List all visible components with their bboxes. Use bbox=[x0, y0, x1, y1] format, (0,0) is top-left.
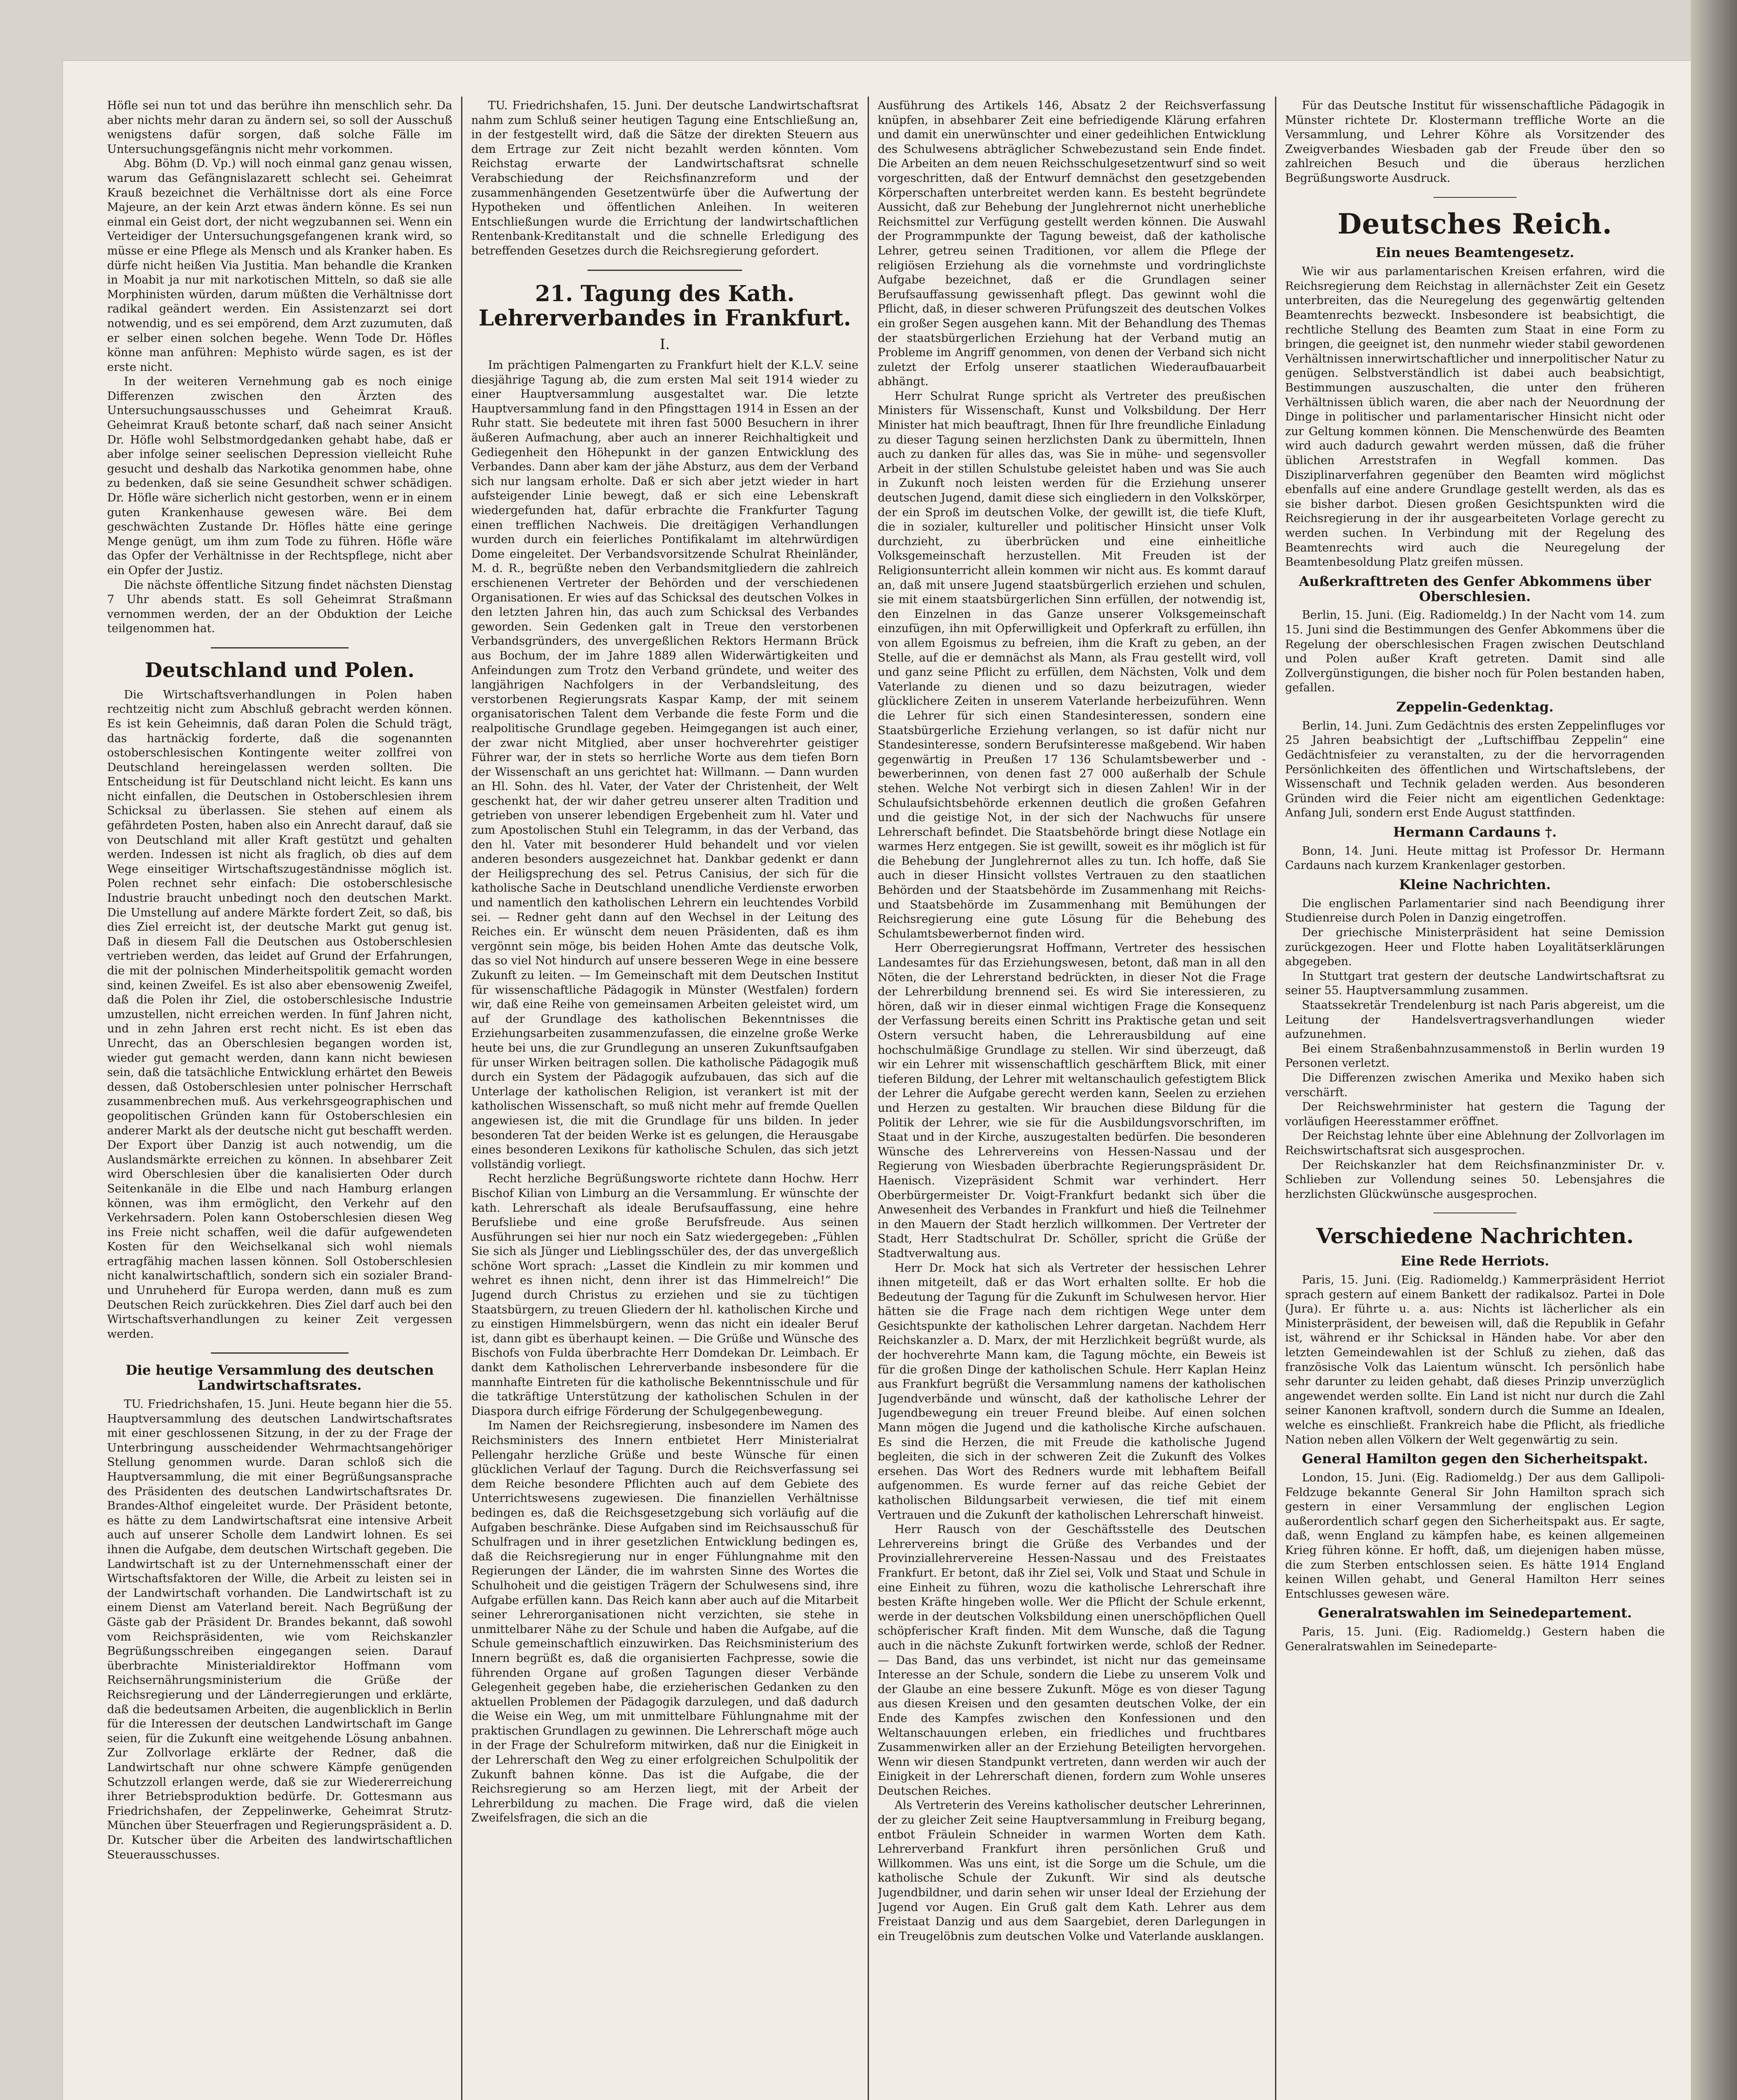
article-text: Paris, 15. Juni. (Eig. Radiomeldg.) Kammerpräsident Herriot sprach gestern auf einem Bankett der radikalsoz. Partei in Dole (Jura). Er führte u. a. aus: Nichts ist lächerlicher als ein Ministerpräsident, der beweisen will, daß die Republik in Gefahr ist, während er ihr Schicksal in Händen habe. Vor aber den letzten Gemeindewahlen ist der Schluß zu ziehen, daß das französische Volk das Laientum wünscht. Ich persönlich habe sehr darunter zu leiden gehabt, daß dieses Prinzip unverzüglich angewendet werden sollte. Ein Land ist nicht nur durch die Zahl seiner Kanonen kraftvoll, sondern durch die Summe an Idealen, welche es einschließt. Frankreich habe die Pflicht, als friedliche Nation neben allen Völkern der Welt gegenwärtig zu sein. bbox=[1285, 1273, 1665, 1446]
article-text: Berlin, 15. Juni. (Eig. Radiomeldg.) In der Nacht vom 14. zum 15. Juni sind die Bestimmungen des Genfer Abkommens über die Regelung der oberschlesischen Fragen zwischen Deutschland und Polen außer Kraft getreten. Damit sind alle Zollvergünstigungen, die bisher noch für Polen bestanden haben, gefallen. bbox=[1285, 609, 1665, 695]
article-text: Herr Dr. Mock hat sich als Vertreter der hessischen Lehrer ihnen mitgeteilt, daß er das Wort erhalten sollte. Er hob die Bedeutung der Tagung für die Zukunft im Schulwesen hervor. Hier hätten sie die Frage nach dem richtigen Wege unter dem Gesichtspunkte der katholischen Lehrer dargetan. Nachdem Herr Reichskanzler a. D. Marx, der mit Herzlichkeit begrüßt wurde, als der hochverehrte Mann kam, die Tagung möchte, ein Beweis ist für die großen Dinge der katholischen Schule. Herr Kaplan Heinz aus Frankfurt begrüßt die Versammlung namens der katholischen Jugendverbände und wünscht, daß der katholische Lehrer der Jugendbewegung ein treuer Freund bleibe. Auf einen solchen Mann mögen die Jugend und die katholische Kirche aufschauen. Es sind die Herzen, die mit Freude die katholische Jugend begleiten, die sich in der schweren Zeit die Zukunft des Volkes ersehen. Das Wort des Redners wurde mit lebhaftem Beifall aufgenommen. Es wurde ferner auf das reiche Gebiet der katholischen Bildungsarbeit verwiesen, die tief mit einem Vertrauen und die Zukunft der katholischen Lehrerschaft hinweist. bbox=[878, 1261, 1266, 1522]
article-text: London, 15. Juni. (Eig. Radiomeldg.) Der aus dem Gallipoli-Feldzuge bekannte General Sir John Hamilton sprach sich gestern in einer Versammlung der englischen Legion außerordentlich scharf gegen den Sicherheitspakt aus. Er sagte, daß, wenn England zu kämpfen habe, es keinen allgemeinen Krieg führen könne. Er hofft, daß, um diejenigen haben müsse, die zum Sterben entschlossen seien. Es hätte 1914 England keinen Willen gehabt, und General Hamilton Herr seines Entschlusses gewesen wäre. bbox=[1285, 1471, 1665, 1601]
column-4 bbox=[1285, 99, 1665, 2100]
column-rule bbox=[868, 97, 869, 2100]
headline-deutschland-polen: Deutschland und Polen. bbox=[144, 658, 415, 682]
article-text: Als Vertreterin des Vereins katholischer deutscher Lehrerinnen, der zu gleicher Zeit seine Hauptversammlung in Freiburg begang, entbot Fräulein Schneider in warmen Worten dem Kath. Lehrerverband Frankfurt ihren persönlichen Gruß und Willkommen. Was uns eint, ist die Sorge um die Schule, um die katholische Schule der Zukunft. Wir sind als deutsche Jugendbildner, und darin sehen wir unser Ideal der Erziehung der Jugend vor Augen. Ein Gruß galt dem Kath. Lehrer aus dem Freistaat Danzig und aus dem Saargebiet, deren Darlegungen in ein Treugelöbnis zum deutschen Volke und Vaterlande ausklangen. bbox=[878, 1799, 1266, 1943]
subheadline-zeppelin: Zeppelin-Gedenktag. bbox=[1396, 698, 1554, 715]
column-1 bbox=[107, 99, 452, 2100]
section-number: I. bbox=[659, 336, 670, 353]
news-item: In Stuttgart trat gestern der deutsche Landwirtschaftsrat zu seiner 55. Hauptversammlung zusammen. bbox=[1285, 969, 1665, 998]
headline-lehrertagung: 21. Tagung des Kath. Lehrerverbandes in Frankfurt. bbox=[478, 281, 851, 331]
article-text: Berlin, 14. Juni. Zum Gedächtnis des ersten Zeppelinfluges vor 25 Jahren beabsichtigt der „Luftschiffbau Zeppelin“ eine Gedächtnisfeier zu veranstalten, zu der die hervorragenden Persönlichkeiten des öffentlichen und Wirtschaftslebens, der Wissenschaft und Technik geladen werden. Aus besonderen Gründen wird die Feier nicht am eigentlichen Gedenktage: Anfang Juli, sondern erst Ende August stattfinden. bbox=[1285, 719, 1665, 820]
headline-landwirtschaftsrat: Die heutige Versammlung des deutschen Landwirtschaftsrates. bbox=[126, 1362, 434, 1394]
article-text: Herr Rausch von der Geschäftsstelle des Deutschen Lehrervereins bringt die Grüße des Verbandes und der Provinziallehrervereine Hessen-Nassau und des Freistaates Frankfurt. Er betont, daß ihr Ziel sei, Volk und Staat und Schule in eine Einheit zu führen, wozu die katholische Lehrerschaft ihre besten Kräfte hingeben wolle. Wer die Pflicht der Schule erkennt, werde in der deutschen Volksbildung einen unerschöpflichen Quell schöpferischer Kraft finden. Mit dem Wunsche, daß die Tagung auch in die nächste Zukunft fortwirken werde, schloß der Redner. — Das Band, das uns verbindet, ist nicht nur das gemeinsame Interesse an der Schule, sondern die Liebe zu unserem Volk und der Glaube an eine bessere Zukunft. Möge es von dieser Tagung aus diesen Kreisen und den gesamten deutschen Volke, der ein Ende des Kampfes zwischen den Konfessionen und den Weltanschauungen erleben, ein friedliches und fruchtbares Zusammenwirken aller an der Erziehung Beteiligten hervorgehen. Wenn wir diesen Standpunkt vertreten, dann werden wir auch der Einigkeit in der Lehrerschaft dienen, fordern zum Wohle unseres Deutschen Reiches. bbox=[878, 1523, 1266, 1798]
section-divider bbox=[1433, 197, 1517, 198]
article-text: Im prächtigen Palmengarten zu Frankfurt hielt der K.L.V. seine diesjährige Tagung ab, die zum ersten Mal seit 1914 wieder zu einer Hauptversammlung ausgestaltet war. Die letzte Hauptversammlung fand in den Pfingsttagen 1914 in Essen an der Ruhr statt. Sie bedeutete mit ihren fast 5000 Besuchern in ihrer äußeren Aufmachung, aber auch an innerer Reichhaltigkeit und Gediegenheit den Höhepunkt in der ganzen Entwicklung des Verbandes. Dann aber kam der jähe Absturz, aus dem der Verband sich nur langsam erholte. Daß er sich aber jetzt wieder in hart aufsteigender Linie bewegt, daß er sich eine Lebenskraft wiedergefunden hat, dafür erbrachte die Frankfurter Tagung einen trefflichen Nachweis. Die dreitägigen Verhandlungen wurden durch ein feierliches Pontifikalamt im altehrwürdigen Dome eingeleitet. Der Verbandsvorsitzende Schulrat Rheinländer, M. d. R., begrüßte neben den Verbandsmitgliedern die zahlreich erschienenen Vertreter der Behörden und der verschiedenen Organisationen. Er wies auf das Schicksal des deutschen Volkes in den letzten Jahren hin, das auch zum Schicksal des Verbandes geworden. Sein Gedenken galt in Treue den verstorbenen Verbandsgründers, des unvergeßlichen Rektors Hermann Brück aus Bochum, der im Jahre 1889 allen Widerwärtigkeiten und Anfeindungen zum Trotz den Verband gründete, und weiter des langjährigen Nachfolgers in der Verbandsleitung, des verstorbenen Regierungsrats Kaspar Kamp, der mit seinem organisatorischen Talent dem Verbande die feste Form und die realpolitische Grundlage gegeben. Heimgegangen ist auch einer, der zwar nicht Mitglied, aber unser hochverehrter geistiger Führer war, der in stets so herrliche Worte aus dem tiefen Born der Wissenschaft an uns gerichtet hat: Willmann. — Dann wurden an Hl. Sohn. des hl. Vater, der Vater der Christenheit, der Welt geschenkt hat, der wir daher getreu unserer alten Tradition und getrieben von unserer lebendigen Ergebenheit zum hl. Vater und zum Apostolischen Stuhl ein Telegramm, in das der Verband, das den hl. Vater mit besonderer Huld behandelt und vor vielen anderen besonders ausgezeichnet hat. Dankbar gedenkt er dann der Heiligsprechung des sel. Petrus Canisius, der sich für die katholische Sache in Deutschland unendliche Verdienste erworben und namentlich den katholischen Lehrern ein leuchtendes Vorbild sei. — Redner geht dann auf den Wechsel in der Leitung des Reiches ein. Er wünscht dem neuen Präsidenten, daß es ihm vergönnt sein möge, bis beiden Hohen Amte das deutsche Volk, das so viel Not hindurch auf unsere besseren Wege in eine bessere Zukunft zu leiten. — Im Gemeinschaft mit dem Deutschen Institut für wissenschaftliche Pädagogik in Münster (Westfalen) fordern wir, daß eine Reihe von gemeinsamen Arbeiten geleistet wird, um auf der Grundlage des katholischen Bekenntnisses die Erziehungsarbeiten zusammenzufassen, die einzelne große Werke heute bei uns, die zur Grundlegung an unseren Zukunftsaufgaben für unser Wirken beitragen sollen. Die katholische Pädagogik muß durch ein System der Pädagogik aufzubauen, das sich auf die Unterlage der katholischen Religion, ist verankert ist mit der katholischen Wissenschaft, so muß nicht mehr auf fremde Quellen angewiesen ist, die mit die Grundlage für uns bilden. In jeder besonderen Tat der beiden Werke ist es gelungen, die Herausgabe eines besonderen Lexikons für katholische Schulen, das sich jetzt vollständig vorliegt. bbox=[471, 359, 858, 1171]
headline-verschiedene-nachrichten: Verschiedene Nachrichten. bbox=[1316, 1223, 1634, 1249]
article-text: In der weiteren Vernehmung gab es noch einige Differenzen zwischen den Ärzten des Untersuchungsausschusses und Geheimrat Krauß. Geheimrat Krauß betonte scharf, daß nach seiner Ansicht Dr. Höfle wohl Selbstmordgedanken gehabt habe, daß er aber infolge seiner seelischen Depression vielleicht Ruhe gesucht und deshalb das Narkotika genommen habe, ohne zu bedenken, daß sie seine Gesundheit schwer schädigen. Dr. Höfle wäre sicherlich nicht gestorben, wenn er in einem guten Krankenhause gewesen wäre. Bei dem geschwächten Zustande Dr. Höfles hätte eine geringe Menge genügt, um ihm zum Tode zu führen. Höfle wäre das Opfer der Verhältnisse in der Rechtspflege, nicht aber ein Opfer der Justiz. bbox=[107, 375, 452, 577]
article-text: Die nächste öffentliche Sitzung findet nächsten Dienstag 7 Uhr abends statt. Es soll Geheimrat Straßmann vernommen werden, der an der Obduktion der Leiche teilgenommen hat. bbox=[107, 578, 452, 635]
section-divider bbox=[588, 270, 743, 271]
article-text: Wie wir aus parlamentarischen Kreisen erfahren, wird die Reichsregierung dem Reichstag in allernächster Zeit ein Gesetz unterbreiten, das die Neuregelung des gegenwärtig geltenden Beamtenrechts bezweckt. Insbesondere ist beabsichtigt, die rechtliche Stellung des Beamten zum Staat in eine Form zu bringen, die geeignet ist, den nunmehr wieder stabil gewordenen Verhältnissen innerwirtschaftlicher und innerpolitischer Natur zu genügen. Selbstverständlich ist dabei auch beabsichtigt, Bestimmungen auszuschalten, die unter den früheren Verhältnissen üblich waren, die aber nach der Neuordnung der Dinge in politischer und parlamentarischer Hinsicht nicht oder zur Geltung kommen können. Die Menschenwürde des Beamten wird auch dadurch gewahrt werden müssen, daß die früher üblichen Arreststrafen in Wegfall kommen. Das Disziplinarverfahren gegenüber den Beamten wird möglichst ebenfalls auf eine andere Grundlage gestellt werden, als das es sie bisher darbot. Diesen großen Gesichtspunkten wird die Reichsregierung in der ihr ausgearbeiteten Vorlage gerecht zu werden suchen. In Verbindung mit der Regelung des Beamtenrechts wird auch die Neuregelung der Beamtenbesoldung Platz greifen müssen. bbox=[1285, 265, 1665, 569]
article-text: TU. Friedrichshafen, 15. Juni. Der deutsche Landwirtschaftsrat nahm zum Schluß seiner heutigen Tagung eine Entschließung an, in der festgestellt wird, daß die Sätze der direkten Steuern aus dem Ertrage zur Zeit nicht bezahlt werden könnten. Vom Reichstag erwarte der Landwirtschaftsrat schnelle Verabschiedung der Reichsfinanzreform und der zusammenhängenden Gesetzentwürfe über die Aufwertung der Hypotheken und öffentlichen Anleihen. In weiteren Entschließungen wurde die Errichtung der landwirtschaftlichen Rentenbank-Kreditanstalt und die schnelle Erledigung des betreffenden Gesetzes durch die Reichsregierung gefordert. bbox=[471, 99, 858, 257]
article-text: Ausführung des Artikels 146, Absatz 2 der Reichsverfassung knüpfen, in absehbarer Zeit eine befriedigende Klärung erfahren und damit ein unerwünschter und einer gedeihlichen Entwicklung des Schulwesens abträglicher Schwebezustand sein Ende findet. Die Arbeiten an dem neuen Reichsschulgesetzentwurf sind so weit vorgeschritten, daß der Entwurf demnächst den gesetzgebenden Körperschaften unterbreitet werden kann. Es besteht begründete Aussicht, daß zur Behebung der Junglehrernot nicht unerhebliche Reichsmittel zur Verfügung gestellt werden können. Die Auswahl der Programmpunkte der Tagung beweist, daß der katholische Lehrer, getreu seinen Traditionen, vor allem die Pflege der religiösen Erziehung als die vornehmste und vordringlichste Aufgabe bezeichnet, daß er die Grundlagen seiner Berufsauffassung gewissenhaft pflegt. Das gewinnt wohl die Pflicht, daß, in dieser schweren Prüfungszeit des deutschen Volkes ein großer Segen ausgehen kann. Mit der Behandlung des Themas der staatsbürgerlichen Erziehung hat der Verband mutig an Probleme im Angriff genommen, von denen der Verband sich nicht zuletzt der Erfolg unserer staatlichen Wiederaufbauarbeit abhängt. bbox=[878, 99, 1266, 388]
column-rule bbox=[1275, 97, 1276, 2100]
headline-deutsches-reich: Deutsches Reich. bbox=[1337, 207, 1613, 240]
article-text: Paris, 15. Juni. (Eig. Radiomeldg.) Gestern haben die Generalratswahlen im Seinedeparte- bbox=[1285, 1625, 1665, 1653]
subheadline-cardauns: Hermann Cardauns †. bbox=[1393, 824, 1557, 840]
subheadline-genfer-abkommen: Außerkrafttreten des Genfer Abkommens über Oberschlesien. bbox=[1299, 573, 1651, 604]
article-text: Abg. Böhm (D. Vp.) will noch einmal ganz genau wissen, warum das Gefängnislazarett schlecht sei. Geheimrat Krauß bezeichnet die Verhältnisse dort als eine Force Majeure, an der kein Arzt etwas ändern könne. Es sei nun einmal ein Geist dort, der nicht wegzubannen sei. Wenn ein Verteidiger der Untersuchungsgefangenen krank wird, so müsse er eine Pflege als Mensch und als Kranker haben. Es dürfe nicht heißen Via Justitia. Man behandle die Kranken in Moabit ja nur mit narkotischen Mitteln, so daß sie alle Morphinisten würden, darum müßten die Verhältnisse dort radikal geändert werden. Ein Assistenzarzt sei dort notwendig, und es sei empörend, dem Arzt zuzumuten, daß er selber einen solchen begehe. Wenn Tode Dr. Höfles könne man anführen: Mephisto würde sagen, es ist der erste nicht. bbox=[107, 157, 452, 374]
news-item: Die Differenzen zwischen Amerika und Mexiko haben sich verschärft. bbox=[1285, 1071, 1665, 1099]
section-divider bbox=[211, 647, 349, 648]
news-item: Bei einem Straßenbahnzusammenstoß in Berlin wurden 19 Personen verletzt. bbox=[1285, 1042, 1665, 1070]
article-text: Im Namen der Reichsregierung, insbesondere im Namen des Reichsministers des Innern entbietet Herr Ministerialrat Pellengahr herzliche Grüße und beste Wünsche für einen glücklichen Verlauf der Tagung. Durch die Reichsverfassung sei dem Reiche besondere Pflichten auch auf dem Gebiete des Unterrichtswesens zugewiesen. Die finanziellen Verhältnisse bedingen es, daß die Reichsgesetzgebung sich vorläufig auf die Aufgaben beschränke. Diese Aufgaben sind im Reichsausschuß für Schulfragen und in ihrer gesetzlichen Entwicklung bedingen es, daß die Reichsregierung nur in enger Fühlungnahme mit den Regierungen der Länder, die im wahrsten Sinne des Wortes die Schulhoheit und die geistigen Trägern der Schulwesens sind, ihre Aufgabe erfüllen kann. Das Reich kann aber auch auf die Mitarbeit seiner Lehrerorganisationen nicht verzichten, sie stehe in unmittelbarer Nähe zu der Schule und haben die Aufgabe, auf die Schule gemeinschaftlich einzuwirken. Das Reichsministerium des Innern begrüßt es, daß die organisierten Fachpresse, sowie die führenden Organe auf großen Tagungen dieser Verbände Gelegenheit gegeben habe, die erzieherischen Gedanken zu den aktuellen Problemen der Pädagogik darzulegen, und daß dadurch die Weise ein Weg, um mit unmittelbare Fühlungnahme mit der praktischen Grundlagen zu gewinnen. Die Lehrerschaft möge auch in der Frage der Schulreform mitwirken, daß nur die Einigkeit in der Lehrerschaft den Weg zu einer erfolgreichen Schulpolitik der Zukunft bahnen könne. Das ist die Aufgabe, die der Reichsregierung so am Herzen liegt, mit der Arbeit der Lehrerbildung zu machen. Die Frage wird, daß die vielen Zweifelsfragen, die sich an die bbox=[471, 1419, 858, 1825]
subheadline-herriot: Eine Rede Herriots. bbox=[1401, 1253, 1549, 1269]
news-item: Der Reichstag lehnte über eine Ablehnung der Zollvorlagen im Reichswirtschaftsrat sich ausgesprochen. bbox=[1285, 1129, 1665, 1157]
column-rule bbox=[461, 97, 462, 2100]
news-item: Die englischen Parlamentarier sind nach Beendigung ihrer Studienreise durch Polen in Danzig eingetroffen. bbox=[1285, 897, 1665, 925]
article-text: TU. Friedrichshafen, 15. Juni. Heute begann hier die 55. Hauptversammlung des deutschen Landwirtschaftsrates mit einer geschlossenen Sitzung, in der zu der Frage der Unterbringung ausscheidender Wehrmachtsangehöriger Stellung genommen wurde. Daran schloß sich die Hauptversammlung, die mit einer Begrüßungsansprache des Präsidenten des deutschen Landwirtschaftsrates Dr. Brandes-Althof eingeleitet wurde. Der Präsident betonte, es hätte zu dem Landwirtschaftsrat eine intensive Arbeit auch auf unserer Scholle dem Landwirt lohnen. Es sei ihnen die Aufgabe, dem deutschen Wirtschaft gegeben. Die Landwirtschaft ist zu der Unternehmensschaft einer der Wirtschaftsfaktoren der Wille, die Arbeit zu leisten sei in der Landwirtschaft vorhanden. Die Landwirtschaft ist zu einem Dienst am Vaterland bereit. Nach Begrüßung der Gäste gab der Präsident Dr. Brandes bekannt, daß sowohl vom Reichspräsidenten, wie vom Reichskanzler Begrüßungsschreiben eingegangen seien. Darauf überbrachte Ministerialdirektor Hoffmann vom Reichsernährungsministerium die Grüße der Reichsregierung und der Länderregierungen und erklärte, daß die bedeutsamen Arbeiten, die augenblicklich in Berlin für die Interessen der deutschen Landwirtschaft im Gange seien, für die Zukunft eine weitgehende Lösung anbahnen. Zur Zollvorlage erklärte der Redner, daß die Landwirtschaft nur ohne schwere Kämpfe genügenden Schutzzoll erlangen werde, daß sie zur Wiedererreichung ihrer Betriebsproduktion bedürfe. Dr. Gottesmann aus Friedrichshafen, der Zeppelinwerke, Geheimrat Strutz-München über Steuerfragen und Regierungspräsident a. D. Dr. Kutscher über die Arbeiten des landwirtschaftlichen Steuerausschusses. bbox=[107, 1398, 452, 1861]
subheadline-generalratswahlen: Generalratswahlen im Seinedepartement. bbox=[1318, 1605, 1632, 1621]
article-text: Herr Schulrat Runge spricht als Vertreter des preußischen Ministers für Wissenschaft, Kunst und Volksbildung. Der Herr Minister hat mich beauftragt, Ihnen für Ihre freundliche Einladung zu dieser Tagung seinen herzlichsten Dank zu übermitteln, Ihnen auch zu danken für alles das, was Sie in mühe- und segensvoller Arbeit in der stillen Schulstube geleistet haben und was Sie auch in Zukunft noch leisten werden für die Erziehung unserer deutschen Jugend, damit diese sich eingliedern in den Volkskörper, der ein Sproß im deutschen Volke, der gewillt ist, die tiefe Kluft, die in sozialer, kultureller und politischer Hinsicht unser Volk durchzieht, zu überbrücken und eine einheitliche Volksgemeinschaft herzustellen. Mit Freuden ist der Religionsunterricht allein kommen wir nicht aus. Es kommt darauf an, daß mit unsere Jugend staatsbürgerlich erziehen und schulen, sie mit einem staatsbürgerlichen Sinn erfüllen, der notwendig ist, den Einzelnen in das Ganze unserer Volksgemeinschaft einzufügen, ihn mit Opferwilligkeit und Opferkraft zu erfüllen, ihn von allem Egoismus zu befreien, ihm die Kraft zu geben, an der Stelle, auf die er demnächst als Mann, als Frau gestellt wird, voll und ganz seine Pflicht zu erfüllen, dem Nächsten, Volk und dem Vaterlande zu dienen und so dazu beizutragen, wieder glücklichere Zeiten in unserem Vaterlande herbeizuführen. Wenn die Lehrer für sich einen Standesinteressen, sondern eine Staatsbürgerliche Erziehung verlangen, so ist dafür nicht nur Standesinteresse, sondern Berufsinteresse maßgebend. Wir haben gegenwärtig in Preußen 17 136 Schulamtsbewerber und -bewerberinnen, von denen fast 27 000 außerhalb der Schule stehen. Welche Not verbirgt sich in diesen Zahlen! Wir in der Schulaufsichtsbehörde erkennen deutlich die großen Gefahren und die geistige Not, in der sich der Nachwuchs für unsere Lehrerschaft befindet. Die Staatsbehörde bringt diese Notlage ein warmes Herz entgegen. Sie ist gewillt, soweit es ihr möglich ist für die Behebung der Junglehrernot alles zu tun. Ich hoffe, daß Sie auch in dieser Hinsicht vollstes Vertrauen zu den staatlichen Behörden und der Staatsbehörde im Zusammenhang mit Reichs- und Staatsbehörde im Zusammenhang mit Bemühungen der Reichsregierung eine gute Lösung für die Behebung des Schulamtsbewerbernot finden wird. bbox=[878, 389, 1266, 940]
news-item: Der griechische Ministerpräsident hat seine Demission zurückgezogen. Heer und Flotte haben Loyalitätserklärungen abgegeben. bbox=[1285, 926, 1665, 969]
news-item: Staatssekretär Trendelenburg ist nach Paris abgereist, um die Leitung der Handelsvertragsverhandlungen wieder aufzunehmen. bbox=[1285, 998, 1665, 1041]
article-text: Höfle sei nun tot und das berühre ihn menschlich sehr. Da aber nichts mehr daran zu ändern sei, so soll der Ausschuß wenigstens dafür sorgen, daß solche Fälle im Untersuchungsgefängnis nicht mehr vorkommen. bbox=[107, 99, 452, 156]
subheadline-hamilton: General Hamilton gegen den Sicherheitspakt. bbox=[1302, 1451, 1648, 1467]
article-text: Die Wirtschaftsverhandlungen in Polen haben rechtzeitig nicht zum Abschluß gebracht werden können. Es ist kein Geheimnis, daß daran Polen die Schuld trägt, das hartnäckig forderte, daß die sogenannten ostoberschlesischen Kontingente weiter zollfrei von Deutschland hereingelassen werden sollten. Die Entscheidung ist für Deutschland nicht leicht. Es kann uns nicht einfallen, die Deutschen in Ostoberschlesien ihrem Schicksal zu überlassen. Sie stehen auf einem als gefährdeten Posten, haben also ein Anrecht darauf, daß sie von Deutschland mit aller Kraft gestützt und gehalten werden. Indessen ist nicht als fraglich, ob dies auf dem Wege einseitiger Wirtschaftszugeständnisse möglich ist. Polen rechnet sehr einfach: Die ostoberschlesische Industrie braucht unbedingt noch den deutschen Markt. Die Umstellung auf andere Märkte fordert Zeit, so daß, bis dies Ziel erreicht ist, der deutsche Markt gut genug ist. Daß in diesem Fall die Deutschen aus Ostoberschlesien vertrieben werden, das leidet auf Grund der Erfahrungen, die mit der polnischen Minderheitspolitik gemacht worden sind, keinen Zweifel. Es ist also aber ebensowenig Zweifel, daß die Polen ihr Ziel, die ostoberschlesische Industrie umzustellen, nicht erreichen werden. In fünf Jahren nicht, und in zehn Jahren erst recht nicht. Es ist eben das Unrecht, das an Oberschlesien begangen worden ist, wieder gut gemacht werden, dann kann nicht bewiesen sein, daß die tatsächliche Entwicklung erhärtet den Beweis dessen, daß Ostoberschlesien unter polnischer Herrschaft zusammenbrechen muß. Aus verkehrsgeographischen und geopolitischen Gründen kann für Ostoberschlesien ein anderer Markt als der deutsche nicht gut beschafft werden. Der Export über Danzig ist auch notwendig, um die Auslandsmärkte erreichen zu können. In absehbarer Zeit wird Oberschlesien über die kanalisierten Oder durch Seitenkanäle in die Elbe und nach Hamburg erlangen können, was ihm ermöglicht, den Verkehr auf den Verkehrsadern. Polen kann Ostoberschlesien diesen Weg ins Freie nicht schaffen, weil die dafür aufgewendeten Kosten für den Weichselkanal sich wohl niemals ertragfähig machen lassen können. Soll Ostoberschlesien nicht kanalwirtschaftlich, sondern sich ein sozialer Brand- und Unruheherd für Europa werden, dann muß es zum Deutschen Reich zurückkehren. Dies Ziel darf auch bei den Wirtschaftsverhandlungen zu keiner Zeit vergessen werden. bbox=[107, 688, 452, 1341]
adjacent-page-edge bbox=[1691, 0, 1737, 2100]
article-text: Bonn, 14. Juni. Heute mittag ist Professor Dr. Hermann Cardauns nach kurzem Krankenlager gestorben. bbox=[1285, 844, 1665, 872]
column-3 bbox=[878, 99, 1266, 2100]
article-text: Für das Deutsche Institut für wissenschaftliche Pädagogik in Münster richtete Dr. Klostermann treffliche Worte an die Versammlung, und Lehrer Köhre als Vorsitzender des Zweigverbandes Wiesbaden gab der Freude über den so zahlreichen Besuch und die überaus herzlichen Begrüßungsworte Ausdruck. bbox=[1285, 99, 1665, 185]
article-text: Recht herzliche Begrüßungsworte richtete dann Hochw. Herr Bischof Kilian von Limburg an die Versammlung. Er wünschte der kath. Lehrerschaft als ideale Berufsauffassung, eine hehre Berufsliebe und eine große Berufsfreude. Aus seinen Ausführungen sei hier nur noch ein Satz wiedergegeben: „Fühlen Sie sich als Jünger und Lieblingsschüler des, der das unvergeßlich schöne Wort sprach: „Lasset die Kindlein zu mir kommen und wehret es ihnen nicht, denn ihrer ist das Himmelreich!“ Die Jugend durch Christus zu erziehen und sie zu tüchtigen Staatsbürgern, zu treuen Gliedern der hl. katholischen Kirche und zu einstigen Himmelsbürgern, wenn das nicht ein idealer Beruf ist, dann gibt es überhaupt keinen. — Die Grüße und Wünsche des Bischofs von Fulda überbrachte Herr Domdekan Dr. Leimbach. Er dankt dem Katholischen Lehrerverbande insbesondere für die mannhafte Eintreten für die katholische Bekenntnisschule und für die tatkräftige Unterstützung der katholischen Schulen in der Diaspora durch eifrige Förderung der Schulgegenbewegung. bbox=[471, 1172, 858, 1418]
section-divider bbox=[211, 1352, 349, 1354]
subheadline-kleine-nachrichten: Kleine Nachrichten. bbox=[1399, 876, 1551, 892]
subheadline-beamtengesetz: Ein neues Beamtengesetz. bbox=[1375, 244, 1574, 261]
news-item: Der Reichskanzler hat dem Reichsfinanzminister Dr. v. Schlieben zur Vollendung seines 50. Lebensjahres die herzlichsten Glückwünsche ausgesprochen. bbox=[1285, 1158, 1665, 1201]
article-text: Herr Oberregierungsrat Hoffmann, Vertreter des hessischen Landesamtes für das Erziehungswesen, betont, daß man in all den Nöten, die der Lehrerstand bedrückten, in dieser Not die Frage der Lehrerbildung brennend sei. Es wird Sie interessieren, zu hören, daß wir in dieser einmal wichtigen Frage die Konsequenz der Verfassung bereits einen Schritt ins Praktische getan und seit Ostern versucht haben, die Lehrerausbildung auf eine hochschulmäßige Grundlage zu stellen. Wir sind überzeugt, daß wir ein Lehrer mit wissenschaftlich geschärftem Blick, mit einer tieferen Bildung, der Lehrer mit weltanschaulich gefestigtem Blick der Lehrer die Aufgabe gerecht werden kann, Seelen zu erziehen und Herzen zu gestalten. Wir brauchen diese Bildung für die Politik der Lehrer, wie sie für die Ausbildungsvorschriften, im Staat und in der Kirche, auszugestalten bedürfen. Die besonderen Wünsche des Lehrervereins von Hessen-Nassau und der Regierung von Wiesbaden überbrachte Regierungspräsident Dr. Haenisch. Vizepräsident Schmit war verhindert. Herr Oberbürgermeister Dr. Voigt-Frankfurt bedankt sich über die Anwesenheit des Verbandes in Frankfurt und hieß die Teilnehmer in den Mauern der Stadt herzlich willkommen. Der Vertreter der Stadt, Herr Stadtschulrat Dr. Schöller, spricht die Grüße der Stadtverwaltung aus. bbox=[878, 942, 1266, 1260]
column-2 bbox=[471, 99, 858, 2100]
news-item: Der Reichswehrminister hat gestern die Tagung der vorläufigen Heeresstammer eröffnet. bbox=[1285, 1100, 1665, 1128]
